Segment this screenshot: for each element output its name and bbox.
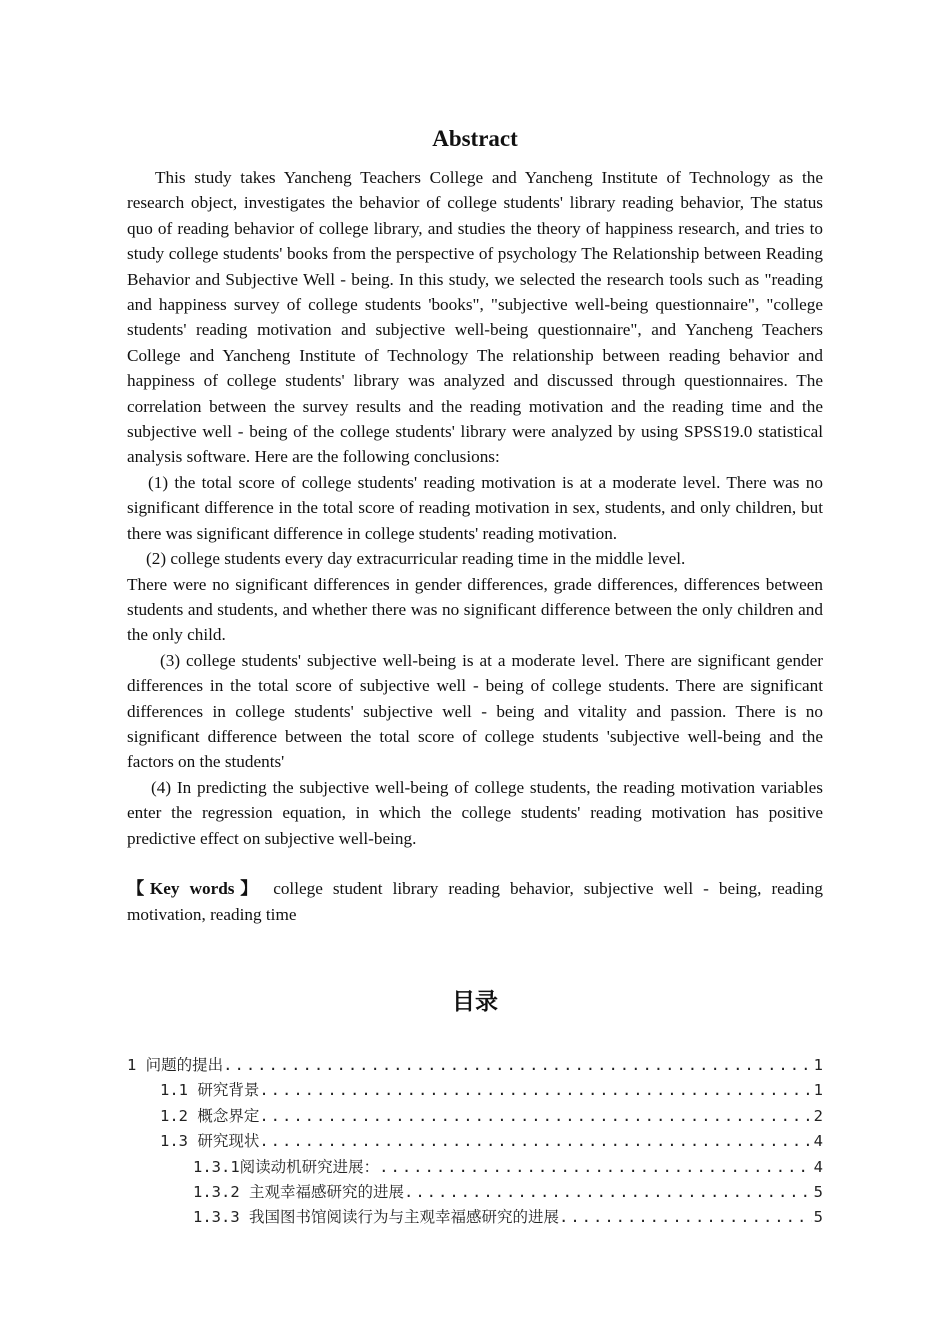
conclusion-1-paragraph: (1) the total score of college students' reading motivation is at a moderate level. There was no significant difference in the total score of reading motivation in sex, students, and only children, but there was significant difference in college students' reading motivation. bbox=[127, 472, 823, 543]
toc-entry[interactable] bbox=[127, 1155, 823, 1180]
toc-title: 目录 bbox=[452, 989, 498, 1015]
toc-leader-dots bbox=[259, 1104, 811, 1129]
conclusion-2-paragraph: There were no significant differences in gender differences, grade differences, differences between students and students, and whether there was no significant difference between the only children and the only child. bbox=[127, 574, 823, 645]
keywords-label: 【Key words】 bbox=[127, 879, 264, 899]
toc-leader-dots bbox=[259, 1129, 811, 1154]
toc-entry-label: 1 问题的提出 bbox=[127, 1056, 224, 1074]
keywords-paragraph bbox=[127, 876, 823, 927]
conclusion-3-paragraph: (3) college students' subjective well-being is at a moderate level. There are significant gender differences in the total score of subjective well - being of college students. There are significant differences in college students' subjective well - being and vitality and passion. There is no significant difference between the total score of college students 'subjective well-being and the factors on the students' bbox=[127, 650, 823, 772]
conclusion-2-heading: (2) college students every day extracurricular reading time in the middle level. bbox=[146, 549, 686, 569]
abstract-body bbox=[127, 165, 823, 927]
toc-entry[interactable] bbox=[127, 1180, 823, 1205]
toc-leader-dots bbox=[559, 1205, 812, 1230]
toc-entry[interactable] bbox=[127, 1078, 823, 1103]
toc-entry-page: 4 bbox=[813, 1157, 823, 1176]
toc-entry-label: 1.3.1阅读动机研究进展： bbox=[193, 1157, 380, 1176]
toc-entry-page: 4 bbox=[813, 1132, 823, 1151]
toc-entry-page: 1 bbox=[813, 1081, 823, 1100]
toc-entry[interactable] bbox=[127, 1053, 823, 1078]
toc-entry-page: 2 bbox=[813, 1106, 823, 1125]
abstract-title: Abstract bbox=[432, 126, 518, 151]
toc-leader-dots bbox=[223, 1053, 811, 1078]
keywords-text: college student library reading behavior, subjective well - being, reading motivation, reading time bbox=[127, 879, 823, 924]
toc-entry-label: 1.2 概念界定 bbox=[160, 1106, 260, 1125]
toc-entry-label: 1.1 研究背景 bbox=[160, 1081, 260, 1100]
toc-leader-dots bbox=[404, 1180, 812, 1205]
toc-leader-dots bbox=[379, 1155, 811, 1180]
toc-entry-label: 1.3.2 主观幸福感研究的进展 bbox=[193, 1182, 404, 1201]
conclusion-4-paragraph: (4) In predicting the subjective well-being of college students, the reading motivation variables enter the regression equation, in which the college students' reading motivation has positive predictive effect on subjective well-being. bbox=[127, 777, 823, 848]
toc-entry-page: 5 bbox=[813, 1208, 823, 1227]
toc-leader-dots bbox=[259, 1078, 811, 1103]
toc-entry-label: 1.3 研究现状 bbox=[160, 1132, 260, 1151]
toc-entry[interactable] bbox=[127, 1205, 823, 1230]
toc-entry-page: 1 bbox=[813, 1056, 823, 1074]
abstract-intro-paragraph: This study takes Yancheng Teachers College and Yancheng Institute of Technology as the research object, investigates the behavior of college students' library reading behavior, The status quo of reading behavior of college library, and studies the theory of happiness research, and tries to study college students' books from the perspective of psychology The Relationship between Reading Behavior and Subjective Well - being. In this study, we selected the research tools such as "reading and happiness survey of college students 'books", "subjective well-being questionnaire", "college students' reading motivation and subjective well-being questionnaire", and Yancheng Teachers College and Yancheng Institute of Technology The relationship between reading behavior and happiness of college students' library was analyzed and discussed through questionnaires. The correlation between the survey results and the reading motivation and the reading time and the subjective well - being of the college students' library were analyzed by using SPSS19.0 statistical analysis software. Here are the following conclusions: bbox=[127, 168, 823, 467]
toc-entry[interactable] bbox=[127, 1129, 823, 1154]
toc-entry-label: 1.3.3 我国图书馆阅读行为与主观幸福感研究的进展 bbox=[193, 1208, 559, 1227]
toc-entry-page: 5 bbox=[813, 1182, 823, 1201]
paragraph-spacer bbox=[127, 851, 823, 876]
toc-entry[interactable] bbox=[127, 1104, 823, 1129]
table-of-contents bbox=[127, 1053, 823, 1231]
